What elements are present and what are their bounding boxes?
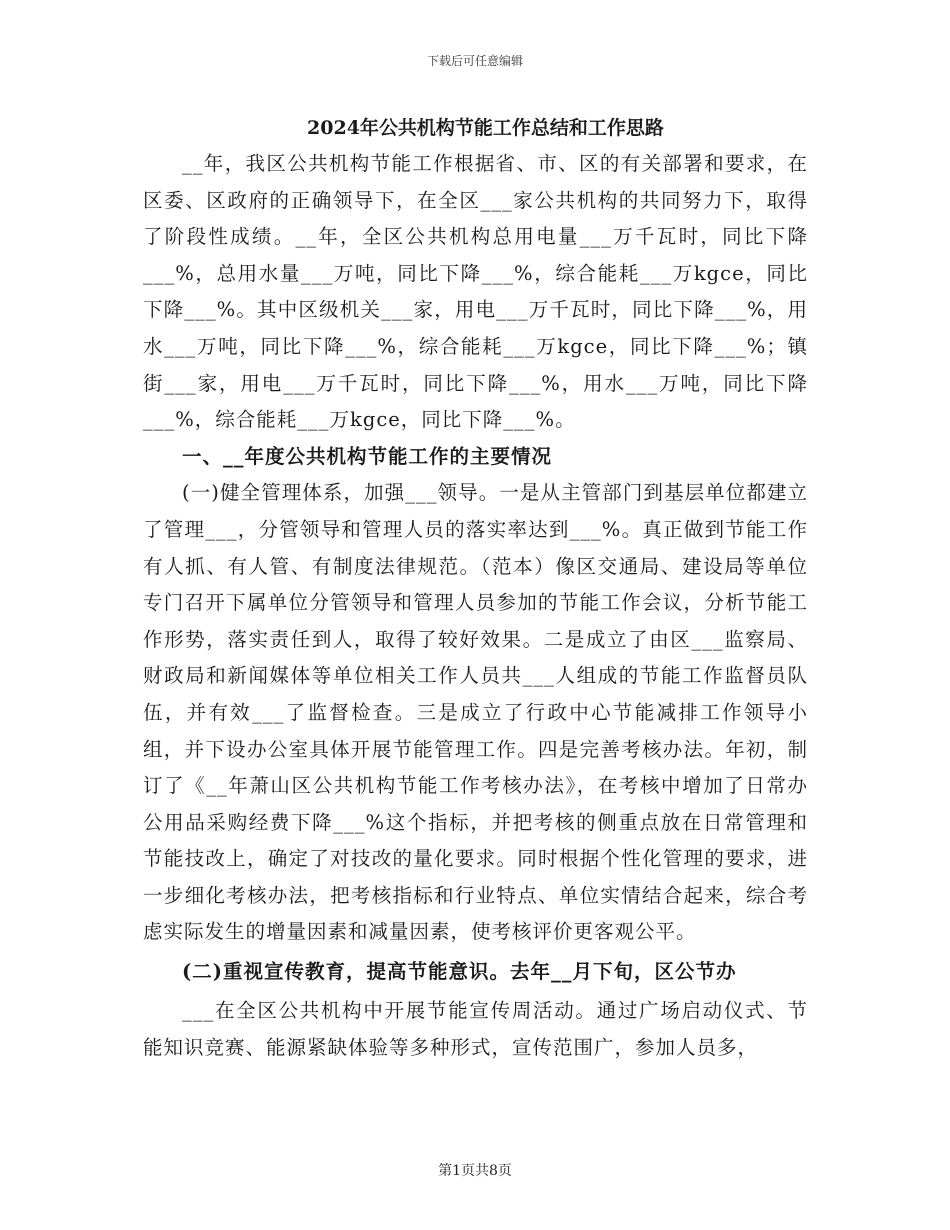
document-body <box>143 110 808 1066</box>
section-subheading-2: (二)重视宣传教育，提高节能意识。去年__月下旬，区公节办 <box>182 960 737 984</box>
section-1-paragraph: (一)健全管理体系，加强___领导。一是从主管部门到基层单位都建立了管理___，分管领导和管理人员的落实率达到___%。真正做到节能工作有人抓、有人管、有制度法律规范。（范本）像区交通局、建设局等单位专门召开下属单位分管领导和管理人员参加的节能工作会议，分析节能工作形势，落实责任到人，取得了较好效果。二是成立了由区___监察局、财政局和新闻媒体等单位相关工作人员共___人组成的节能工作监督员队伍，并有效___了监督检查。三是成立了行政中心节能减排工作领导小组，并下设办公室具体开展节能管理工作。四是完善考核办法。年初，制订了《__年萧山区公共机构节能工作考核办法》，在考核中增加了日常办公用品采购经费下降___%这个指标，并把考核的侧重点放在日常管理和节能技改上，确定了对技改的量化要求。同时根据个性化管理的要求，进一步细化考核办法，把考核指标和行业特点、单位实情结合起来，综合考虑实际发生的增量因素和减量因素，使考核评价更客观公平。 <box>143 481 808 944</box>
intro-paragraph: __年，我区公共机构节能工作根据省、市、区的有关部署和要求，在区委、区政府的正确领导下，在全区___家公共机构的共同努力下，取得了阶段性成绩。__年，全区公共机构总用电量___万千瓦时，同比下降___%，总用水量___万吨，同比下降___%，综合能耗___万kgce，同比下降___%。其中区级机关___家，用电___万千瓦时，同比下降___%，用水___万吨，同比下降___%，综合能耗___万kgce，同比下降___%；镇街___家，用电___万千瓦时，同比下降___%，用水___万吨，同比下降___%，综合能耗___万kgce，同比下降___%。 <box>143 152 808 432</box>
document-title: 2024年公共机构节能工作总结和工作思路 <box>307 117 664 139</box>
page-footer: 第1页共8页 <box>438 1163 512 1179</box>
section-2-paragraph: ___在全区公共机构中开展节能宣传周活动。通过广场启动仪式、节能知识竞赛、能源紧缺体验等多种形式，宣传范围广，参加人员多， <box>143 999 808 1059</box>
page-header: 下载后可任意编辑 <box>426 54 523 68</box>
section-heading-1: 一、__年度公共机构节能工作的主要情况 <box>182 444 553 468</box>
